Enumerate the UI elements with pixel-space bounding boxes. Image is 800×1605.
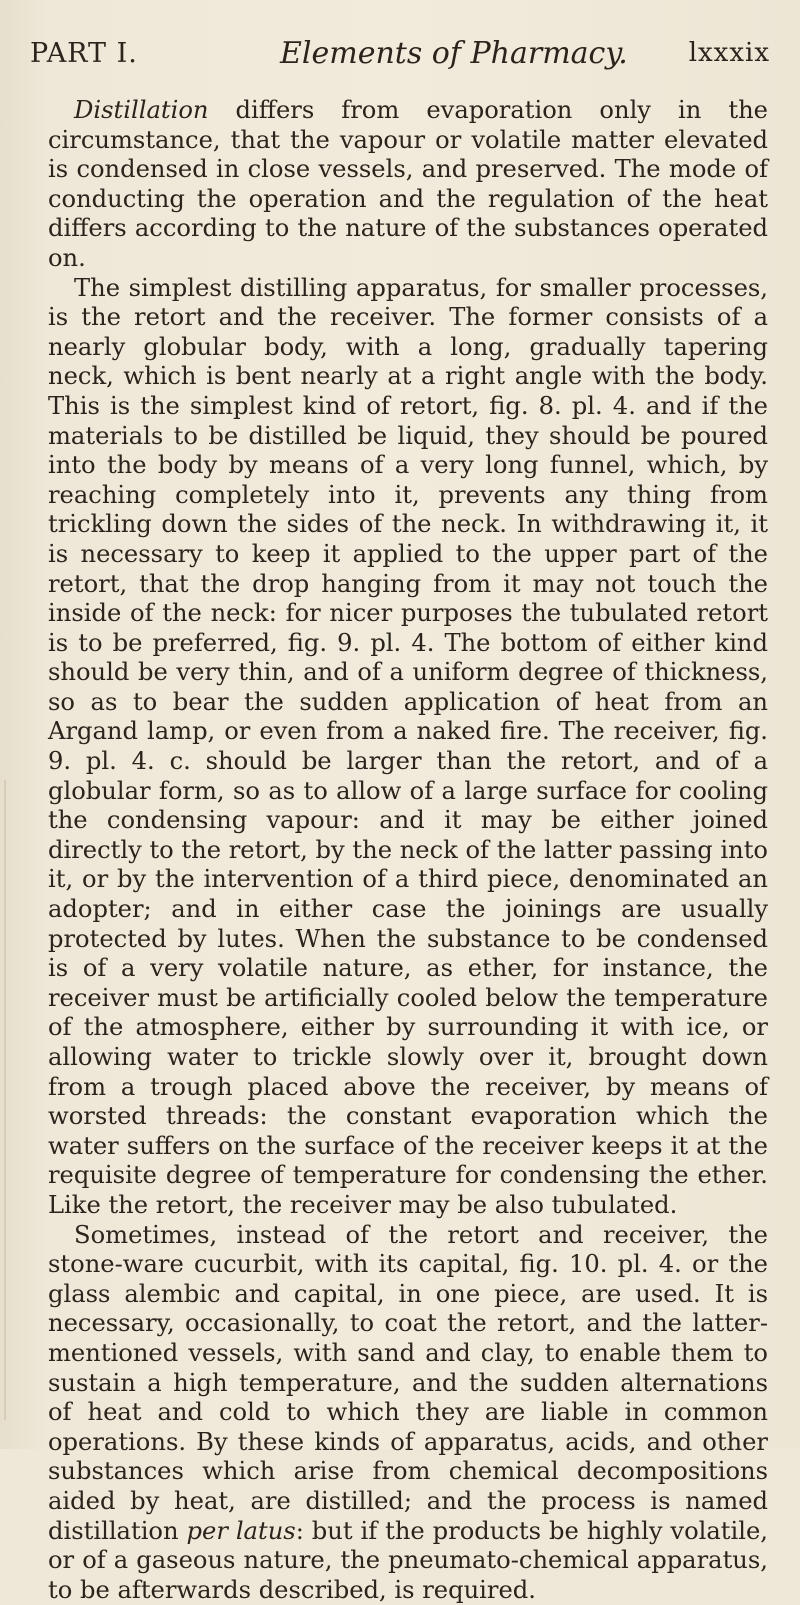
running-header bbox=[30, 38, 770, 78]
paragraph-cucurbit bbox=[48, 1221, 768, 1605]
paragraph-text: The simplest distilling apparatus, for smaller processes, is the retort and the receiver. The former consists of a nearly globular body, with a long, gradually tapering neck, which is bent nearly at a right angle with the body. This is the simplest kind of retort, fig. 8. pl. 4. and if the materials to be distilled be liquid, they should be poured into the body by means of a very long funnel, which, by reaching completely into it, prevents any thing from trickling down the sides of the neck. In withdrawing it, it is necessary to keep it applied to the upper part of the retort, that the drop hanging from it may not touch the inside of the neck: for nicer purposes the tubulated retort is to be preferred, fig. 9. pl. 4. The bottom of either kind should be very thin, and of a uniform degree of thickness, so as to bear the sudden application of heat from an Argand lamp, or even from a naked fire. The receiver, fig. 9. pl. 4. c. should be larger than the retort, and of a globular form, so as to allow of a large surface for cooling the condensing vapour: and it may be either joined directly to the retort, by the neck of the latter passing into it, or by the intervention of a third piece, denominated an adopter; and in either case the joinings are usually protected by lutes. When the substance to be condensed is of a very volatile nature, as ether, for instance, the receiver must be artificially cooled below the temperature of the atmosphere, either by surrounding it with ice, or allowing water to trickle slowly over it, brought down from a trough placed above the receiver, by means of worsted threads: the constant evaporation which the water suffers on the surface of the receiver keeps it at the requisite degree of temperature for condensing the ether. Like the retort, the receiver may be also tubulated. bbox=[48, 273, 768, 1219]
paragraph-retort bbox=[48, 274, 768, 1221]
page-number: lxxxix bbox=[688, 38, 770, 68]
page-edge-shadow bbox=[4, 780, 6, 1420]
part-label: PART I. bbox=[30, 38, 138, 69]
lead-term: Distillation bbox=[74, 96, 209, 124]
running-title: Elements of Pharmacy. bbox=[280, 36, 628, 71]
paragraph-text: differs from evaporation only in the circumstance, that the vapour or volatile matter elevated is condensed in close vessels, and preserved. The mode of conducting the operation and the regulation of the heat differs according to the nature of the substances operated on. bbox=[48, 96, 768, 272]
paragraph-distillation bbox=[48, 96, 768, 274]
paragraph-text: Sometimes, instead of the retort and receiver, the stone-ware cucurbit, with its capital, fig. 10. pl. 4. or the glass alembic and capital, in one piece, are used. It is necessary, occasionally, to coat the retort, and the latter-mentioned vessels, with sand and clay, to enable them to sustain a high temperature, and the sudden alternations of heat and cold to which they are liable in common operations. By these kinds of apparatus, acids, and other substances which arise from chemical decompositions aided by heat, are distilled; and the process is named distillation bbox=[48, 1220, 768, 1545]
latin-term: per latus bbox=[186, 1516, 296, 1545]
paragraph-text-tail: : but if the products be highly volatile, or of a gaseous nature, the pneumato-chemical apparatus, to be afterwards described, is required. bbox=[48, 1516, 768, 1604]
page-body bbox=[48, 96, 768, 1605]
